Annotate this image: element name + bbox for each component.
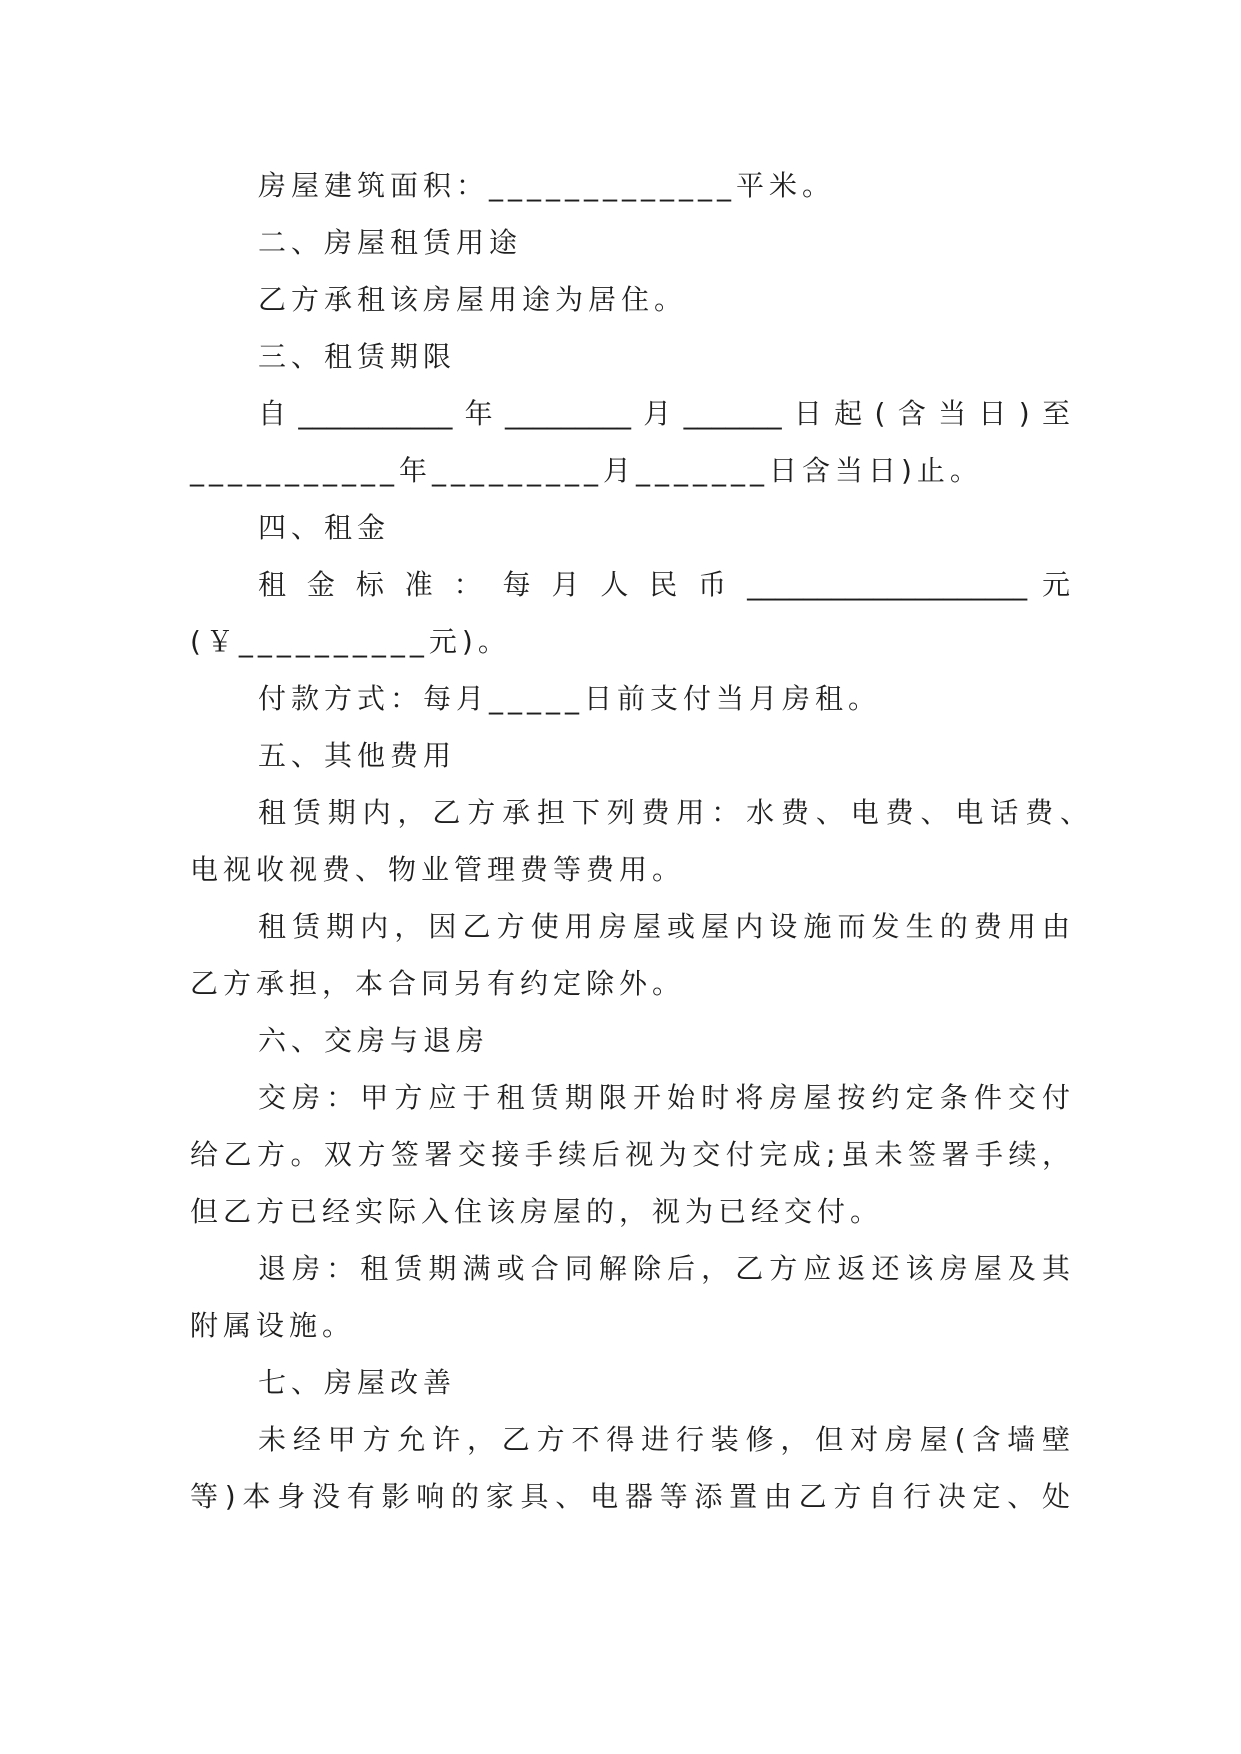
rent-amount-line: (￥__________元)。 xyxy=(190,625,511,658)
handover-text-3: 但乙方已经实际入住该房屋的，视为已经交付。 xyxy=(190,1195,884,1228)
area-line: 房屋建筑面积：_____________平米。 xyxy=(258,169,836,202)
section-heading-handover: 六、交房与退房 xyxy=(258,1024,490,1057)
usage-text: 乙方承租该房屋用途为居住。 xyxy=(258,283,688,316)
handover-text-1: 交房：甲方应于租赁期限开始时将房屋按约定条件交付 xyxy=(258,1081,1070,1114)
section-heading-usage: 二、房屋租赁用途 xyxy=(258,226,523,259)
return-text-2: 附属设施。 xyxy=(190,1309,356,1342)
fees-text-1: 租赁期内，乙方承担下列费用：水费、电费、电话费、 xyxy=(258,796,1088,829)
payment-method-line: 付款方式：每月_____日前支付当月房租。 xyxy=(258,682,882,715)
fees-text-1-cont: 电视收视费、物业管理费等费用。 xyxy=(190,853,686,886)
fees-text-2-cont: 乙方承担，本合同另有约定除外。 xyxy=(190,967,686,1000)
return-text-1: 退房：租赁期满或合同解除后，乙方应返还该房屋及其 xyxy=(258,1252,1070,1285)
term-end-line: ___________年_________月_______日含当日)止。 xyxy=(190,454,983,487)
section-heading-improvement: 七、房屋改善 xyxy=(258,1366,457,1399)
improvement-text-2: 等)本身没有影响的家具、电器等添置由乙方自行决定、处 xyxy=(190,1480,1070,1513)
rent-standard-line: 租 金 标 准 ： 每 月 人 民 币 ____________________ 元 xyxy=(258,568,1070,601)
section-heading-rent: 四、租金 xyxy=(258,511,391,544)
handover-text-2: 给乙方。双方签署交接手续后视为交付完成;虽未签署手续， xyxy=(190,1138,1070,1171)
fees-text-2: 租赁期内，因乙方使用房屋或屋内设施而发生的费用由 xyxy=(258,910,1070,943)
term-start-line: 自___________年_________月_______日起(含当日)至 xyxy=(258,397,1070,430)
improvement-text-1: 未经甲方允许，乙方不得进行装修，但对房屋(含墙壁 xyxy=(258,1423,1070,1456)
section-heading-term: 三、租赁期限 xyxy=(258,340,457,373)
section-heading-fees: 五、其他费用 xyxy=(258,739,457,772)
